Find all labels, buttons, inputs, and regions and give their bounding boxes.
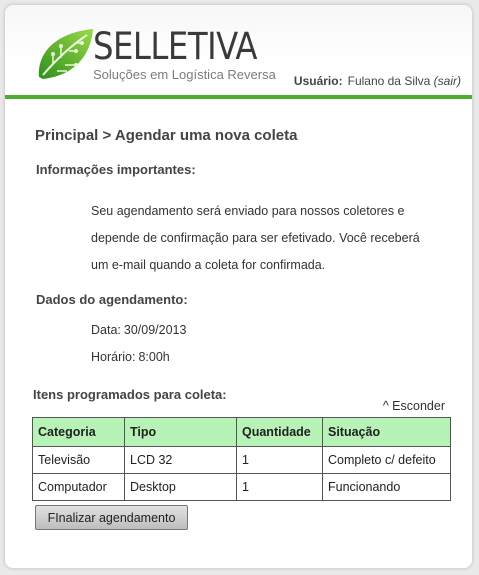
time-label: Horário: — [91, 350, 136, 364]
schedule-time — [91, 350, 170, 364]
user-name: Fulano da Silva — [347, 74, 431, 88]
schedule-date — [91, 323, 186, 337]
date-value: 30/09/2013 — [123, 323, 187, 337]
schedule-title: Dados do agendamento: — [36, 292, 188, 307]
cell-tipo: Desktop — [125, 474, 237, 501]
user-area — [294, 74, 461, 88]
main-panel — [4, 4, 473, 569]
hide-toggle-link[interactable]: ^ Esconder — [382, 399, 445, 413]
time-value: 8:00h — [138, 350, 170, 364]
cell-quantidade: 1 — [237, 447, 323, 474]
info-line: Seu agendamento será enviado para nossos coletores e — [91, 204, 405, 218]
column-header-categoria: Categoria — [33, 418, 125, 447]
header-divider — [5, 95, 472, 99]
column-header-tipo: Tipo — [125, 418, 237, 447]
header — [5, 5, 474, 99]
items-title: Itens programados para coleta: — [33, 387, 227, 402]
info-line: depende de confirmação para ser efetivado. Você receberá — [91, 231, 420, 245]
brand-tagline: Soluções em Logística Reversa — [93, 67, 276, 82]
items-table — [32, 417, 451, 501]
info-line: um e-mail quando a coleta for confirmada. — [91, 258, 326, 272]
cell-quantidade: 1 — [237, 474, 323, 501]
cell-tipo: LCD 32 — [125, 447, 237, 474]
cell-situacao: Completo c/ defeito — [323, 447, 451, 474]
leaf-logo-icon — [35, 25, 95, 81]
breadcrumb: Principal > Agendar uma nova coleta — [35, 127, 298, 144]
cell-categoria: Televisão — [33, 447, 125, 474]
column-header-situacao: Situação — [323, 418, 451, 447]
column-header-quantidade: Quantidade — [237, 418, 323, 447]
brand-name: SELLETIVA — [93, 25, 258, 68]
cell-situacao: Funcionando — [323, 474, 451, 501]
info-text — [91, 198, 431, 279]
table-header-row — [33, 418, 451, 447]
date-label: Data: — [91, 323, 121, 337]
logout-link[interactable]: (sair) — [433, 74, 461, 88]
table-row — [33, 447, 451, 474]
finalize-button[interactable]: FInalizar agendamento — [35, 505, 188, 530]
user-label: Usuário: — [293, 74, 343, 88]
table-row — [33, 474, 451, 501]
cell-categoria: Computador — [33, 474, 125, 501]
info-title: Informações importantes: — [36, 162, 196, 177]
